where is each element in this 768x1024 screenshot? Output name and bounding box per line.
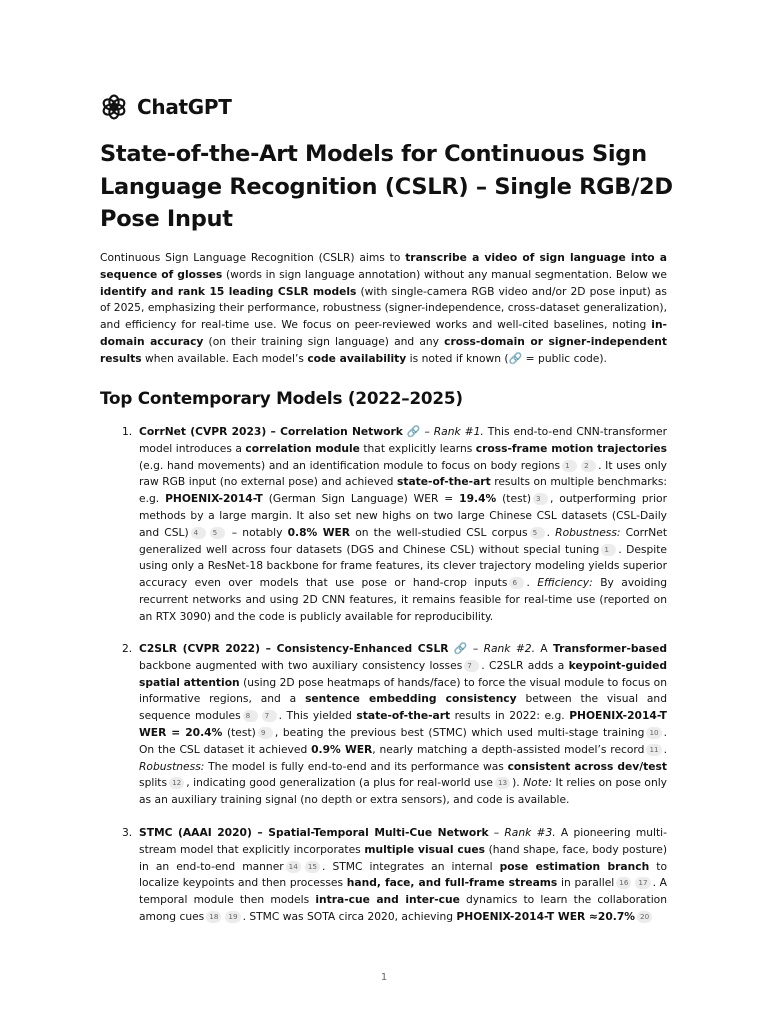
list-item: 2. C2SLR (CVPR 2022) – Consistency-Enhanced CSLR 🔗 – Rank #2. A Transformer-based backbone augmented with two auxiliary consistency losses 7 . C2SLR adds a keypoint-guided spatial attention (using 2D pose heatmaps of hands/face) to force the visual module to focus on informative regions, and a sentence embedding consistency between the visual and sequence modules 8 7 . This yielded state-of-the-art results in 2022: e.g. PHOENIX-2014-T WER = 20.4% (test) 9 , beating the previous best (STMC) which used multi-stage training 10 . On the CSL dataset it achieved 0.9% WER, nearly matching a depth-assisted model’s record 11 . Robustness: The model is fully end-to-end and its performance was consistent across dev/test splits 12 , indicating good generalization (a plus for real-world use 13 ). Note: It relies on pose only as an auxiliary training signal (no depth or extra sensors), and code is available. (122, 642, 668, 807)
citation-badge[interactable]: 9 (258, 727, 273, 739)
citation-badge[interactable]: 1 (601, 544, 616, 556)
section-heading: Top Contemporary Models (2022–2025) (100, 388, 463, 408)
citation-badge[interactable]: 18 (206, 911, 221, 923)
citation-badge[interactable]: 20 (637, 911, 652, 923)
intro-paragraph: Continuous Sign Language Recognition (CSLR) aims to transcribe a video of sign language into a sequence of glosses (words in sign language annotation) without any manual segmentation. Below we identify and rank 15 leading CSLR models (with single-camera RGB video and/or 2D pose input) as of 2025, emphasizing their performance, robustness (signer-independence, cross-dataset generalization), and efficiency for real-time use. We focus on peer-reviewed works and well-cited baselines, noting in-domain accuracy (on their training sign language) and any cross-domain or signer-independent results when available. Each model’s code availability is noted if known (🔗 = public code). (100, 250, 667, 368)
citation-badge[interactable]: 12 (169, 777, 184, 789)
citation-badge[interactable]: 19 (225, 911, 240, 923)
citation-badge[interactable]: 13 (495, 777, 510, 789)
citation-badge[interactable]: 7 (262, 710, 277, 722)
citation-badge[interactable]: 16 (616, 877, 631, 889)
citation-badge[interactable]: 17 (635, 877, 650, 889)
citation-badge[interactable]: 15 (305, 861, 320, 873)
citation-badge[interactable]: 7 (464, 660, 479, 672)
page-number: 1 (380, 972, 388, 983)
brand-name: ChatGPT (137, 95, 232, 119)
citation-badge[interactable]: 5 (210, 527, 225, 539)
citation-badge[interactable]: 10 (646, 727, 661, 739)
citation-badge[interactable]: 5 (530, 527, 545, 539)
link-icon[interactable]: 🔗 (453, 642, 468, 655)
citation-badge[interactable]: 3 (533, 493, 548, 505)
openai-logo-icon (100, 93, 128, 121)
citation-badge[interactable]: 11 (646, 744, 661, 756)
link-icon: 🔗 (508, 351, 523, 365)
citation-badge[interactable]: 1 (562, 460, 577, 472)
chatgpt-logo (100, 93, 232, 121)
citation-badge[interactable]: 2 (581, 460, 596, 472)
citation-badge[interactable]: 14 (286, 861, 301, 873)
citation-badge[interactable]: 4 (191, 527, 206, 539)
page-title: State-of-the-Art Models for Continuous Sign Language Recognition (CSLR) – Single RGB/2D Pose Input (100, 141, 673, 232)
link-icon[interactable]: 🔗 (406, 425, 421, 438)
citation-badge[interactable]: 6 (509, 577, 524, 589)
citation-badge[interactable]: 8 (243, 710, 258, 722)
list-item: 1. CorrNet (CVPR 2023) – Correlation Network 🔗 – Rank #1. This end-to-end CNN-transformer model introduces a correlation module that explicitly learns cross-frame motion trajectories (e.g. hand movements) and an identification module to focus on body regions 1 2 . It uses only raw RGB input (no external pose) and achieved state-of-the-art results on multiple benchmarks: e.g. PHOENIX-2014-T (German Sign Language) WER = 19.4% (test) 3 , outperforming prior methods by a large margin. It also set new highs on two large Chinese CSL datasets (CSL-Daily and CSL) 4 5 – notably 0.8% WER on the well-studied CSL corpus 5 . Robustness: CorrNet generalized well across four datasets (DGS and Chinese CSL) without special tuning 1 . Despite using only a ResNet-18 backbone for frame features, its clever trajectory modeling yields superior accuracy even over models that use pose or hand-crop inputs 6 . Efficiency: By avoiding recurrent networks and using 2D CNN features, it remains feasible for real-time use (reported on an RTX 3090) and the code is publicly available for reproducibility. (122, 425, 668, 623)
list-item: 3. STMC (AAAI 2020) – Spatial-Temporal Multi-Cue Network – Rank #3. A pioneering multi-stream model that explicitly incorporates multiple visual cues (hand shape, face, body posture) in an end-to-end manner 14 15 . STMC integrates an internal pose estimation branch to localize keypoints and then processes hand, face, and full-frame streams in parallel 16 17 . A temporal module then models intra-cue and inter-cue dynamics to learn the collaboration among cues 18 19 . STMC was SOTA circa 2020, achieving PHOENIX-2014-T WER ≈20.7% 20 (122, 826, 667, 923)
